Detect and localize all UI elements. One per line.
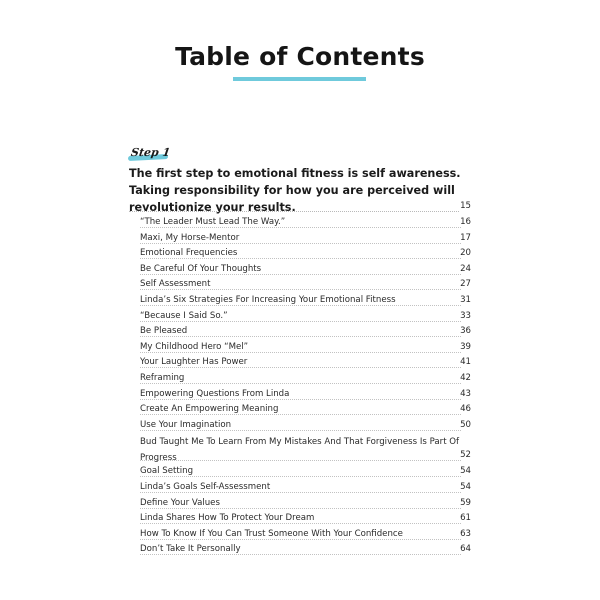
toc-entry-title: Linda Shares How To Protect Your Dream xyxy=(140,513,315,524)
toc-entry-title: Use Your Imagination xyxy=(140,419,232,430)
toc-entry-title: “Because I Said So.” xyxy=(140,310,228,321)
page-title: Table of Contents xyxy=(175,42,425,71)
toc-entry[interactable] xyxy=(140,387,471,403)
toc-entry-page: 20 xyxy=(460,248,471,259)
toc-entry-page: 39 xyxy=(460,341,471,352)
toc-entry-title: Be Careful Of Your Thoughts xyxy=(140,263,262,274)
step-label: Step 1 xyxy=(130,146,172,159)
toc-entry-title: Create An Empowering Meaning xyxy=(140,404,279,415)
toc-entry-title: Reframing xyxy=(140,372,185,383)
leader-dots xyxy=(140,336,461,337)
toc-entry[interactable] xyxy=(140,309,471,325)
toc-entry[interactable] xyxy=(140,231,471,247)
leader-dots xyxy=(140,289,461,290)
toc-entry-page: 42 xyxy=(460,372,471,383)
toc-entry[interactable] xyxy=(140,324,471,340)
toc-entry[interactable] xyxy=(140,511,471,527)
toc-entry-page: 61 xyxy=(460,513,471,524)
toc-entry-page: 46 xyxy=(460,404,471,415)
leader-dots xyxy=(140,367,461,368)
toc-entry-title: Emotional Frequencies xyxy=(140,248,238,259)
toc-entry-title: Linda’s Goals Self-Assessment xyxy=(140,481,271,492)
toc-entry-title: Define Your Values xyxy=(140,497,220,508)
toc-entry-page: 52 xyxy=(460,450,471,461)
toc-entry[interactable] xyxy=(140,355,471,371)
toc-entry-title: Don’t Take It Personally xyxy=(140,544,241,555)
toc-entry-page: 63 xyxy=(460,528,471,539)
leader-dots xyxy=(140,492,461,493)
toc-entry-page: 27 xyxy=(460,279,471,290)
toc-entry[interactable] xyxy=(140,293,471,309)
leader-dots xyxy=(140,383,461,384)
leader-dots xyxy=(140,321,461,322)
leader-dots xyxy=(140,399,461,400)
toc-entry-title: My Childhood Hero “Mel” xyxy=(140,341,249,352)
step-heading: The first step to emotional fitness is self awareness. Taking responsibility for how you are perceived will revolutionize your results. xyxy=(129,167,461,214)
toc-entry[interactable] xyxy=(140,277,471,293)
leader-dots xyxy=(140,539,461,540)
step-badge xyxy=(128,146,172,162)
toc-entry-title: Linda’s Six Strategies For Increasing Your Emotional Fitness xyxy=(140,294,396,305)
leader-dots xyxy=(140,258,461,259)
toc-entry-title: Be Pleased xyxy=(140,326,188,337)
toc-entry[interactable] xyxy=(140,433,471,464)
toc-entry[interactable] xyxy=(140,340,471,356)
toc-entry-title: “The Leader Must Lead The Way.” xyxy=(140,217,286,227)
leader-dots xyxy=(140,508,461,509)
toc-entry-page: 17 xyxy=(460,232,471,243)
toc-entry-page: 50 xyxy=(460,419,471,430)
toc-entry-page: 54 xyxy=(460,481,471,492)
toc-entry[interactable] xyxy=(140,418,471,434)
toc-entry-title: Your Laughter Has Power xyxy=(140,357,248,368)
toc-entry[interactable] xyxy=(140,246,471,262)
leader-dots xyxy=(140,227,461,228)
toc-entry-page: 31 xyxy=(460,294,471,305)
toc-entry[interactable] xyxy=(140,402,471,418)
toc-entry-page: 54 xyxy=(460,466,471,477)
title-underline xyxy=(233,77,366,81)
leader-dots xyxy=(140,352,461,353)
toc-entry[interactable] xyxy=(140,464,471,480)
step-page-number: 15 xyxy=(460,201,471,211)
toc-entry-title: Maxi, My Horse-Mentor xyxy=(140,232,240,243)
toc-entry-page: 24 xyxy=(460,263,471,274)
toc-entry[interactable] xyxy=(140,496,471,512)
leader-dots xyxy=(140,243,461,244)
toc-entry-page: 36 xyxy=(460,326,471,337)
leader-dots xyxy=(140,523,461,524)
toc-entry-title: Self Assessment xyxy=(140,279,211,290)
leader-dots xyxy=(129,211,459,212)
toc-entry-page: 59 xyxy=(460,497,471,508)
toc-entry[interactable] xyxy=(140,480,471,496)
leader-dots xyxy=(140,274,461,275)
toc-entry-title: Goal Setting xyxy=(140,466,194,477)
leader-dots xyxy=(140,414,461,415)
toc-entry[interactable] xyxy=(140,371,471,387)
toc-entry-page: 41 xyxy=(460,357,471,368)
toc-entry-title: Bud Taught Me To Learn From My Mistakes And That Forgiveness Is Part Of Progress xyxy=(140,437,460,463)
toc-entry[interactable] xyxy=(140,542,471,558)
toc-entry-page: 43 xyxy=(460,388,471,399)
leader-dots xyxy=(140,430,461,431)
toc-list xyxy=(140,215,471,558)
toc-entry[interactable] xyxy=(140,527,471,543)
toc-entry[interactable] xyxy=(140,262,471,278)
leader-dots xyxy=(140,554,461,555)
leader-dots xyxy=(140,305,461,306)
toc-entry-page: 16 xyxy=(460,217,471,227)
toc-entry-page: 64 xyxy=(460,544,471,555)
toc-entry-title: How To Know If You Can Trust Someone With Your Confidence xyxy=(140,528,403,539)
toc-entry-page: 33 xyxy=(460,310,471,321)
toc-entry-title: Empowering Questions From Linda xyxy=(140,388,290,399)
toc-entry[interactable] xyxy=(140,215,471,231)
leader-dots xyxy=(140,476,461,477)
